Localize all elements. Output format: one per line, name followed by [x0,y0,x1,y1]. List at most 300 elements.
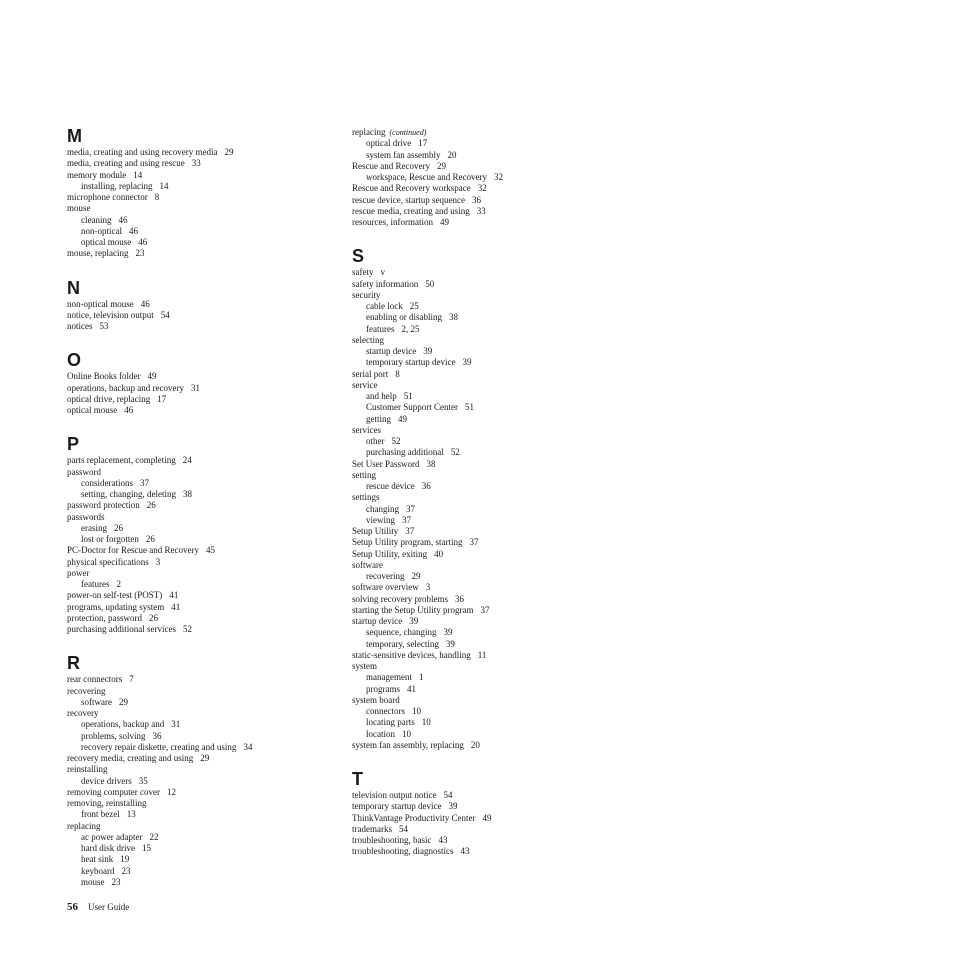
index-entry [67,590,342,601]
index-entry-text: heat sink [81,854,114,865]
index-entry-text: changing [366,503,399,514]
index-entry-text: mouse [81,876,105,887]
index-entry-page: 33 [476,205,486,216]
index-subentry [67,226,342,237]
index-entry-page: 37 [406,503,415,514]
index-entry [67,568,342,579]
index-entry [67,753,342,764]
index-entry [352,616,627,627]
index-entry-page: 46 [129,225,138,236]
index-entry-page: 52 [182,624,192,634]
index-entry [67,798,342,809]
index-entry-text: ac power adapter [81,831,143,842]
continued-note: (continued) [389,128,427,137]
index-entry [67,147,342,158]
index-entry-text: television output notice [352,790,437,800]
index-entry-page: 39 [445,638,455,649]
index-entry-text: Customer Support Center [366,402,458,413]
index-entry [67,394,342,405]
index-entry-text: system [352,661,378,671]
index-entry [67,500,342,511]
index-entry-page: 31 [190,382,200,393]
index-section-r [67,653,342,888]
continued-entries [352,138,627,228]
index-entry-text: startup device [366,346,417,356]
index-entry [67,821,342,832]
index-entry-page: 29 [224,147,234,157]
index-entry [352,549,627,560]
index-entry-text: system fan assembly, replacing [352,739,464,750]
index-entry-page: 2, 25 [401,323,420,334]
index-entry [352,470,627,481]
index-section-o [67,350,342,416]
index-subentry [67,866,342,877]
index-entry [352,195,627,206]
index-entry-page: 49 [482,812,492,823]
index-entry-page: 23 [111,876,121,887]
index-entry-text: operations, backup and [81,719,165,730]
index-entry [352,425,627,436]
index-entry-text: recovery media, creating and using [67,753,194,763]
index-entry [67,192,342,203]
index-entry-page: 41 [171,601,181,612]
index-entry-page: 22 [149,831,159,842]
index-entry-page: 38 [182,489,192,499]
index-entry-text: parts replacement, completing [67,455,176,466]
index-subentry [67,237,342,248]
index-entry-text: protection, password [67,612,142,623]
index-entry-page: 45 [205,545,215,556]
index-entry-page: 37 [140,477,149,488]
index-entry [67,764,342,775]
index-subentry [352,402,627,413]
index-entry-text: mouse, replacing [67,248,129,259]
index-subentry [67,489,342,500]
index-entry [352,267,627,278]
index-subentry [67,579,342,590]
index-entry-text: microphone connector [67,192,148,202]
index-entry [352,835,627,846]
index-entry-page: 3 [155,556,161,567]
index-entry-page: 52 [391,436,401,446]
index-subentry [352,717,627,728]
index-subentry [352,346,627,357]
index-entry-text: startup device [352,616,403,626]
index-entry [352,183,627,194]
index-entry [352,206,627,217]
index-entry-text: features [366,323,395,334]
index-entry-text: erasing [81,522,107,533]
index-subentry [67,697,342,708]
index-entry-text: Rescue and Recovery workspace [352,183,471,194]
page-footer [67,901,129,913]
index-entry-text: PC-Doctor for Rescue and Recovery [67,545,199,556]
index-entry [352,824,627,835]
index-entry-page: 10 [411,706,421,716]
index-entry-text: software [352,559,383,570]
index-entry-text: power [67,567,90,578]
index-entry-text: service [352,379,378,390]
index-entry-text: trademarks [352,823,392,834]
index-subentry [352,672,627,683]
index-entry [352,582,627,593]
index-entry-page: 36 [421,481,431,491]
index-entry-page: 31 [171,719,181,730]
index-entry-page: 54 [443,790,453,800]
index-entry-text: optical drive, replacing [67,393,151,404]
index-entry-page: 2 [116,579,121,589]
index-entry-page: 49 [439,217,449,227]
index-entry-text: password protection [67,500,140,511]
index-entry [67,708,342,719]
index-subentry [352,684,627,695]
index-entry-page: 46 [124,405,134,415]
index-entry [67,203,342,214]
index-entry-page: 43 [438,835,448,845]
index-entry-text: replacing [67,820,101,831]
section-letter: S [352,246,365,267]
index-entry-text: and help [366,391,397,401]
index-subentry [352,301,627,312]
index-entry [67,686,342,697]
index-subentry [352,729,627,740]
index-subentry [67,809,342,820]
index-entry-page: 34 [243,741,253,752]
index-entry-text: Setup Utility [352,526,399,536]
index-entry-text: notices [67,321,93,331]
index-entry-page: 26 [145,534,155,544]
index-entry-page: 3 [425,582,431,593]
index-entry-text: notice, television output [67,309,154,320]
index-entry-text: purchasing additional [366,447,444,458]
index-entry-page: 37 [405,526,415,536]
index-entry-text: passwords [67,511,105,522]
index-entry-text: optical drive [366,138,412,149]
index-entry [67,170,342,181]
index-subentry [352,627,627,638]
index-entry-page: 37 [402,514,411,525]
index-entry-page: 46 [138,237,148,247]
index-entry [352,537,627,548]
index-entry-text: troubleshooting, diagnostics [352,846,454,857]
index-subentry [352,312,627,323]
index-entry-text: location [366,728,395,739]
index-entry-page: 14 [133,169,143,180]
index-entry-text: Rescue and Recovery [352,160,430,171]
index-entry-text: static-sensitive devices, handling [352,649,471,660]
index-entry-text: recovering [67,685,106,696]
index-entry-page: 36 [471,194,481,205]
index-entry-text: system board [352,694,400,705]
index-entry-page: 8 [154,192,160,202]
index-section-t [352,769,627,858]
index-entry [352,560,627,571]
index-entry-text: recovery [67,708,99,718]
index-entry [67,405,342,416]
index-entry-text: optical mouse [81,237,132,247]
index-entry [352,813,627,824]
index-entry-text: recovering [366,571,405,581]
index-entry-page: 29 [200,753,210,763]
index-entry-text: password [67,466,101,477]
index-subentry [352,172,627,183]
index-entry-page: 37 [469,537,479,548]
index-entry-page: 29 [119,696,128,707]
index-entry-page: 38 [426,458,436,469]
index-entry-text: safety information [352,278,419,289]
index-entry-text: memory module [67,169,127,180]
index-entry-page: 54 [398,823,408,834]
index-entry-page: 36 [454,593,464,604]
index-entry-page: 26 [146,500,156,511]
index-entry-page: 54 [160,309,170,320]
index-entry-text: sequence, changing [366,627,437,638]
index-entry-text: keyboard [81,865,115,876]
index-entry-text: viewing [366,514,395,525]
index-entry-page: 10 [421,717,431,728]
index-subentry [352,504,627,515]
index-entry-page: 39 [409,616,419,626]
index-entry-page: 17 [157,393,167,404]
index-entry-text: removing computer cover [67,786,160,797]
index-entry-page: 50 [425,278,435,289]
index-entry-text: starting the Setup Utility program [352,604,474,615]
index-entry-text: media, creating and using rescue [67,158,185,169]
index-entry-text: ThinkVantage Productivity Center [352,812,476,823]
index-entry [352,492,627,503]
section-letter: O [67,350,82,371]
index-section-n [67,278,342,333]
index-subentry [67,719,342,730]
index-entry-page: 39 [448,801,458,812]
index-subentry [352,515,627,526]
index-entry-page: 37 [480,604,490,615]
section-letter: R [67,653,80,674]
index-entry [352,290,627,301]
index-entry-text: software overview [352,582,419,593]
index-entry-page: 32 [477,183,487,194]
index-entry [352,695,627,706]
index-entry-text: temporary startup device [366,357,456,368]
index-entry-text: considerations [81,477,133,488]
index-entry-text: rescue device [366,481,415,491]
index-section-p [67,434,342,635]
section-letter: M [67,126,82,146]
index-entry-page: 23 [121,865,131,876]
index-entry [352,790,627,801]
index-entry-page: 49 [147,371,157,382]
index-entry [67,557,342,568]
index-entry-page: 39 [462,357,472,368]
index-subentry [352,138,627,149]
index-entry-page: 41 [407,683,416,694]
index-entry-page: 25 [409,301,419,311]
index-entry-page: 26 [148,612,158,623]
index-entry-page: 36 [152,730,162,741]
index-entry [352,335,627,346]
index-entry [67,613,342,624]
index-entry [352,369,627,380]
index-subentry [352,706,627,717]
index-entry [352,801,627,812]
index-column-right [352,127,627,858]
index-entry-text: selecting [352,334,384,345]
index-entry-text: temporary, selecting [366,638,439,649]
index-entry-page: 43 [460,846,470,857]
index-entry [352,217,627,228]
index-subentry [67,534,342,545]
index-entry-text: device drivers [81,775,132,786]
index-entry-page: 15 [142,843,151,853]
index-entry-page: 52 [450,447,460,458]
index-entry [67,310,342,321]
index-entry-text: Setup Utility program, starting [352,537,463,548]
index-entry-page: 13 [126,809,136,820]
index-subentry [67,523,342,534]
index-subentry [67,181,342,192]
index-subentry [67,832,342,843]
index-entry [352,605,627,616]
index-entry-text: non-optical [81,225,122,236]
index-subentry [67,478,342,489]
index-subentry [352,324,627,335]
index-entry [352,740,627,751]
index-entry [67,299,342,310]
index-entry-page: 29 [411,571,421,581]
index-entry-text: lost or forgotten [81,534,139,544]
index-entry [352,594,627,605]
index-entry-text: enabling or disabling [366,312,442,323]
index-entry [67,545,342,556]
index-entry-text: features [81,579,110,589]
continued-heading-text: replacing [352,127,386,137]
index-entry-text: cable lock [366,301,403,311]
index-entry-page: 51 [403,391,413,401]
index-entry-text: hard disk drive [81,843,135,853]
index-entry-text: solving recovery problems [352,593,448,604]
index-entry-text: installing, replacing [81,180,153,191]
index-entry-page: 46 [118,214,128,225]
index-entry [67,674,342,685]
index-entry-text: getting [366,413,391,424]
index-entry-text: management [366,672,412,683]
index-entry-page: 20 [470,739,480,750]
index-entry-text: rescue media, creating and using [352,205,470,216]
index-entry-page: 23 [135,248,145,259]
index-entry-text: safety [352,267,374,278]
index-subentry [352,481,627,492]
document-title: User Guide [88,902,130,912]
index-entry-page: 11 [477,649,487,660]
index-subentry [352,150,627,161]
index-entry-text: system fan assembly [366,149,441,160]
index-entry-page: 41 [169,590,179,601]
index-entry-text: serial port [352,368,389,379]
index-entry-page: 33 [191,158,201,169]
index-entry-text: troubleshooting, basic [352,835,432,845]
index-entry-page: 39 [423,346,433,356]
index-subentry [67,215,342,226]
index-entry [352,650,627,661]
index-entry-page: 24 [182,455,192,466]
index-entry-text: settings [352,492,380,503]
index-subentry [67,776,342,787]
index-entry [352,279,627,290]
index-entry [352,459,627,470]
index-entry-text: power-on self-test (POST) [67,590,163,601]
index-entry-text: workspace, Rescue and Recovery [366,172,487,182]
index-entry [67,158,342,169]
index-entry [67,383,342,394]
page-number: 56 [67,901,78,913]
index-entry [67,787,342,798]
section-letter: N [67,277,80,298]
index-entry-page: 8 [395,368,400,379]
index-subentry [352,391,627,402]
index-entry-text: programs [366,683,400,694]
index-entry-text: purchasing additional services [67,624,176,634]
index-subentry [67,731,342,742]
index-subentry [67,877,342,888]
index-entry-text: recovery repair diskette, creating and using [81,741,237,752]
index-entry-text: mouse [67,203,91,214]
section-letter: T [352,769,363,789]
index-subentry [67,854,342,865]
index-entry-text: programs, updating system [67,601,165,612]
index-entry-text: rear connectors [67,674,123,685]
index-entry-page: 1 [418,672,424,683]
index-entry [67,602,342,613]
index-entry-text: problems, solving [81,730,146,741]
index-entry-page: 7 [129,674,134,685]
index-entry-text: security [352,289,381,300]
index-subentry [67,843,342,854]
index-entry-text: locating parts [366,717,415,728]
index-entry-page: 17 [418,138,428,149]
index-entry-text: operations, backup and recovery [67,382,184,393]
index-entry-page: 32 [493,172,503,182]
index-entry-text: other [366,436,385,446]
index-entry [352,526,627,537]
index-entry [67,371,342,382]
index-subentry [352,414,627,425]
index-entry-page: 19 [120,854,130,865]
index-entry [352,161,627,172]
index-entry-text: temporary startup device [352,801,442,812]
index-entry-page: 49 [398,413,407,424]
index-subentry [352,639,627,650]
index-entry-text: software [81,696,112,707]
index-entry-page: 53 [99,321,109,331]
index-entry [352,380,627,391]
index-entry-text: resources, information [352,217,433,227]
index-entry-text: physical specifications [67,556,149,567]
index-entry-page: 46 [140,298,150,309]
index-entry-continued-heading [352,127,627,138]
index-entry-text: setting [352,469,376,480]
index-entry-text: optical mouse [67,405,118,415]
index-entry-text: connectors [366,706,405,716]
index-entry [67,624,342,635]
index-entry [352,846,627,857]
index-entry-page: 40 [434,548,444,559]
index-entry-page: 12 [166,786,176,797]
index-entry [67,321,342,332]
index-entry [352,661,627,672]
index-entry-text: services [352,424,381,435]
index-entry-page: 39 [443,627,453,638]
index-section-s [352,246,627,751]
